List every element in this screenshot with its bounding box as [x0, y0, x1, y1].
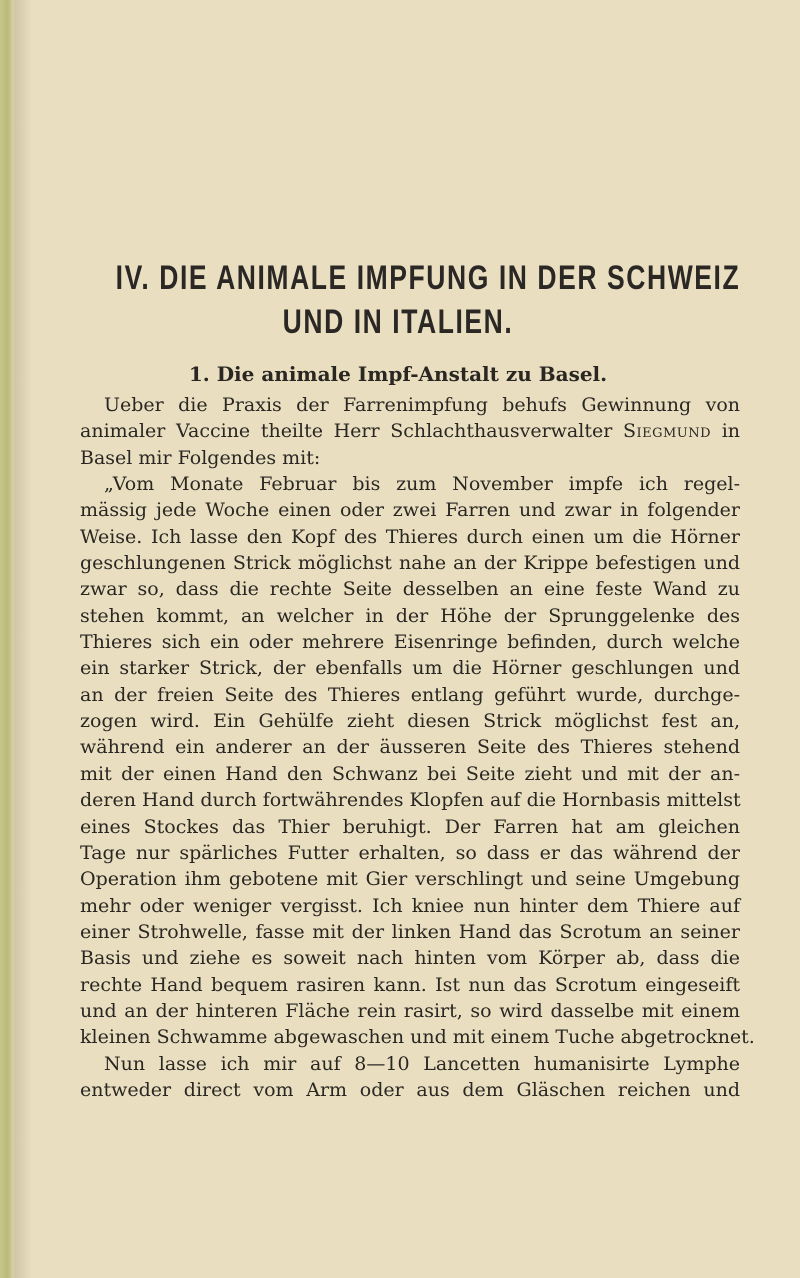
text-line: mehr oder weniger vergisst. Ich kniee nun hinter dem Thiere auf	[80, 894, 740, 917]
text-line: kleinen Schwamme abgewaschen und mit einem Tuche abgetrocknet.	[80, 1026, 755, 1049]
text-line: Tage nur spärliches Futter erhalten, so dass er das während der	[80, 841, 740, 864]
chapter-heading-line-2: UND IN ITALIEN.	[282, 303, 514, 341]
text-line: deren Hand durch fortwährendes Klopfen auf die Hornbasis mittelst	[80, 789, 741, 812]
text-line: Nun lasse ich mir auf 8—10 Lancetten humanisirte Lymphe	[104, 1052, 740, 1075]
text-line: stehen kommt, an welcher in der Höhe der Sprunggelenke des	[80, 604, 740, 627]
text-line: geschlungenen Strick möglichst nahe an der Krippe befestigen und	[80, 552, 740, 575]
text-line: mit der einen Hand den Schwanz bei Seite zieht und mit der an-	[80, 762, 740, 785]
chapter-heading-line-1: IV. DIE ANIMALE IMPFUNG IN DER SCHWEIZ	[115, 259, 741, 297]
text-line: einer Strohwelle, fasse mit der linken Hand das Scrotum an seiner	[80, 920, 740, 943]
body-text	[80, 392, 755, 1103]
text-line-segment: animaler Vaccine theilte Herr Schlachthausverwalter	[80, 420, 613, 443]
text-line: an der freien Seite des Thieres entlang geführt wurde, durchge-	[80, 683, 740, 706]
text-line: Operation ihm gebotene mit Gier verschlingt und seine Umgebung	[80, 868, 740, 891]
text-line: und an der hinteren Fläche rein rasirt, so wird dasselbe mit einem	[80, 999, 740, 1022]
text-line-segment: in	[711, 420, 741, 443]
person-name: Siegmund	[622, 420, 712, 443]
text-line: mässig jede Woche einen oder zwei Farren und zwar in folgender	[80, 499, 740, 522]
text-line: Thieres sich ein oder mehrere Eisenringe befinden, durch welche	[80, 631, 740, 654]
text-line: Weise. Ich lasse den Kopf des Thieres durch einen um die Hörner	[80, 525, 740, 548]
text-line: eines Stockes das Thier beruhigt. Der Farren hat am gleichen	[80, 815, 740, 838]
text-line: Basis und ziehe es soweit nach hinten vom Körper ab, dass die	[80, 947, 740, 970]
text-line: zogen wird. Ein Gehülfe zieht diesen Strick möglichst fest an,	[80, 710, 740, 733]
text-line: Basel mir Folgendes mit:	[80, 446, 321, 469]
text-line: „Vom Monate Februar bis zum November impfe ich regel-	[104, 473, 740, 496]
text-line: rechte Hand bequem rasiren kann. Ist nun das Scrotum eingeseift	[80, 973, 740, 996]
text-line: Ueber die Praxis der Farrenimpfung behufs Gewinnung von	[104, 394, 740, 416]
section-title: 1. Die animale Impf-Anstalt zu Basel.	[188, 362, 608, 386]
text-line: ein starker Strick, der ebenfalls um die Hörner geschlungen und	[80, 657, 740, 680]
text-line: während ein anderer an der äusseren Seite des Thieres stehend	[80, 736, 740, 759]
text-line: entweder direct vom Arm oder aus dem Gläschen reichen und	[80, 1078, 740, 1101]
text-line	[80, 418, 740, 444]
text-line: zwar so, dass die rechte Seite desselben an eine feste Wand zu	[80, 578, 740, 601]
